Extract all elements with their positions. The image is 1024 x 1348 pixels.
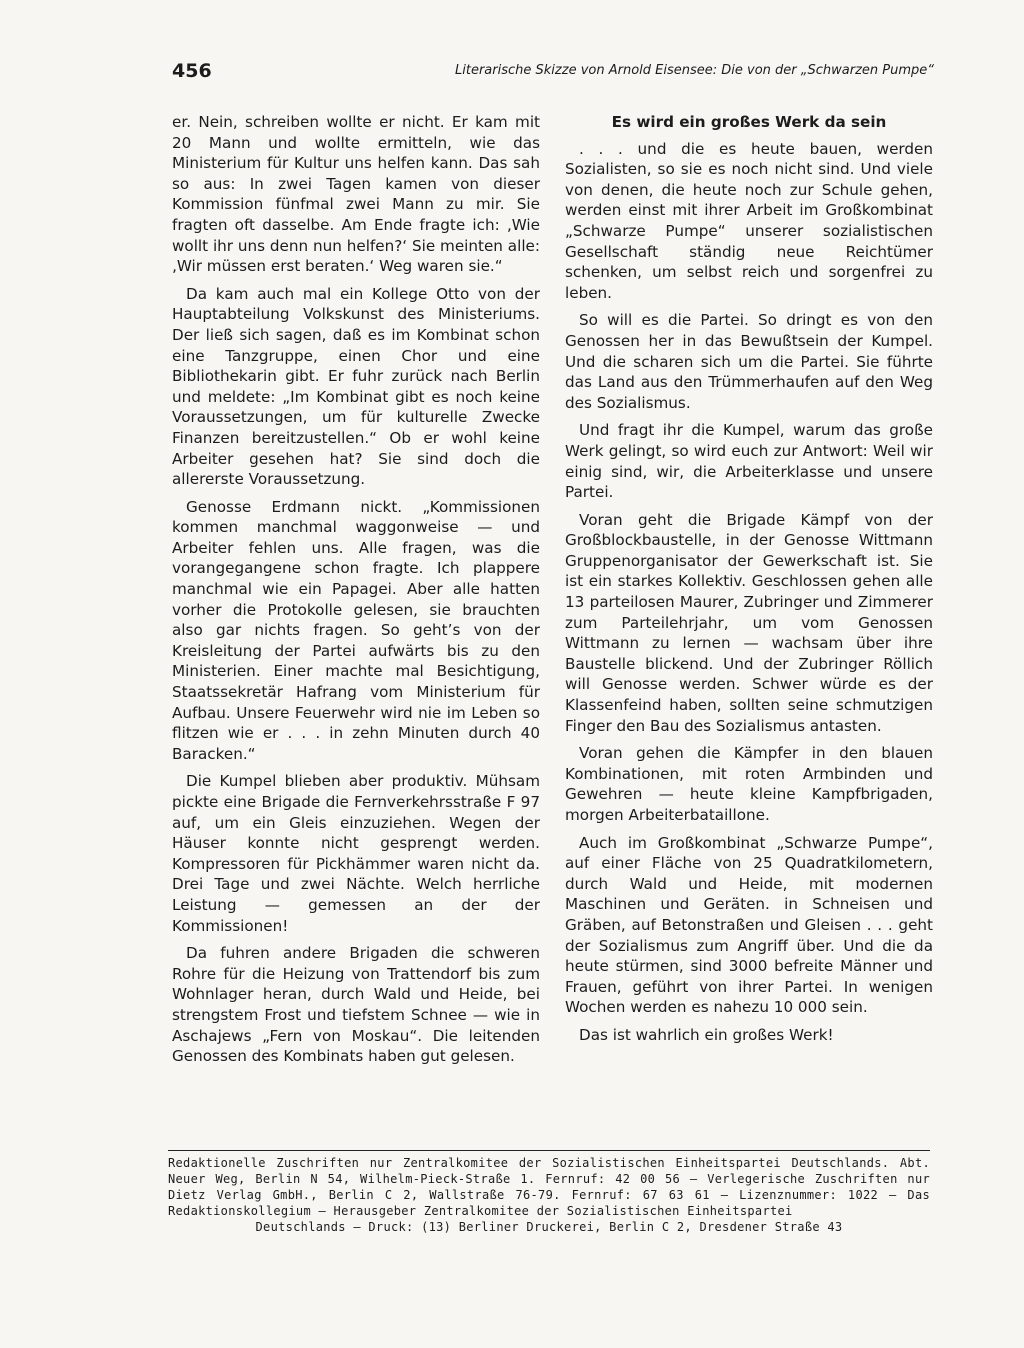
section-heading: Es wird ein großes Werk da sein bbox=[611, 113, 887, 131]
imprint-text-last: Deutschlands — Druck: (13) Berliner Druckerei, Berlin C 2, Dresdener Straße 43 bbox=[255, 1220, 843, 1234]
paragraph: Genosse Erdmann nickt. „Kommissionen kommen manchmal waggonweise — und Arbeiter fehlen uns. Alle fragen, was die vorangegangene schon fragte. Ich plappere manchmal wie ein Papagei. Aber alle hatten vorher die Protokolle gelesen, sie brauchten also gar nichts fragen. So geht’s von der Kreisleitung der Partei aufwärts bis zu den Ministerien. Einer machte mal Besichtigung, Staatssekretär Hafrang vom Ministerium für Aufbau. Unsere Feuerwehr wird nie im Leben so flitzen wie er . . . in zehn Minuten durch 40 Baracken.“ bbox=[172, 497, 540, 763]
paragraph: Da kam auch mal ein Kollege Otto von der Hauptabteilung Volkskunst des Ministeriums. Der ließ sich sagen, daß es im Kombinat schon eine Tanzgruppe, einen Chor und eine Bibliothekarin gibt. Er fuhr zurück nach Berlin und meldete: „Im Kombinat gibt es noch keine Voraussetzungen, um für kulturelle Zwecke Finanzen bereitzustellen.“ Ob er wohl keine Arbeiter gesehen hat? Sie sind doch die allererste Voraussetzung. bbox=[172, 284, 540, 489]
page-header bbox=[172, 60, 934, 86]
paragraph: Voran geht die Brigade Kämpf von der Großblockbaustelle, in der Genosse Wittmann Gruppenorganisator der Gewerkschaft ist. Sie ist ein starkes Kollektiv. Geschlossen gehen alle 13 parteilosen Maurer, Zubringer und Zimmerer zum Parteilehrjahr, um vom Genossen Wittmann zu lernen — wachsam über ihre Baustelle blickend. Und der Zubringer Röllich will Genosse werden. Schwer würde es der Klassenfeind haben, sollten seine schmutzigen Finger den Bau des Sozialismus antasten. bbox=[565, 510, 933, 735]
paragraph: Und fragt ihr die Kumpel, warum das große Werk gelingt, so wird euch zur Antwort: Weil wir einig sind, wir, die Arbeiterklasse und unsere Partei. bbox=[565, 421, 933, 502]
paragraph: Die Kumpel blieben aber produktiv. Mühsam pickte eine Brigade die Fernverkehrsstraße F 97 auf, um ein Gleis einzuziehen. Wegen der Häuser konnte nicht gesprengt werden. Kompressoren für Pickhämmer waren nicht da. Drei Tage und zwei Nächte. Welch herrliche Leistung — gemessen an der der Kommissionen! bbox=[172, 772, 540, 935]
paragraph: Auch im Großkombinat „Schwarze Pumpe“, auf einer Fläche von 25 Quadratkilometern, durch Wald und Heide, mit modernen Maschinen und Geräten. in Schneisen und Gräben, auf Betonstraßen und Gleisen . . . geht der Sozialismus zum Angriff über. Und die da heute stürmen, sind 3000 befreite Männer und Frauen, geführt von ihrer Partei. In wenigen Wochen werden es nahezu 10 000 sein. bbox=[565, 833, 933, 1017]
paragraph: . . . und die es heute bauen, werden Sozialisten, so sie es noch nicht sind. Und viele von denen, die heute noch zur Schule gehen, werden einst mit ihrer Arbeit im Großkombinat „Schwarze Pumpe“ unserer sozialistischen Gesellschaft ständig neue Reichtümer schenken, um selbst reich und sorgenfrei zu leben. bbox=[565, 139, 933, 302]
paragraph: er. Nein, schreiben wollte er nicht. Er kam mit 20 Mann und wollte ermitteln, wie das Ministerium für Kultur uns helfen kann. Das sah so aus: In zwei Tagen kamen von dieser Kommission fünfmal zwei Mann zu mir. Sie fragten oft dasselbe. Am Ende fragte ich: ‚Wie wollt ihr uns denn nun helfen?‘ Sie meinten alle: ‚Wir müssen erst beraten.‘ Weg waren sie.“ bbox=[172, 113, 540, 276]
footer-rule bbox=[168, 1150, 930, 1151]
paragraph: Da fuhren andere Brigaden die schweren Rohre für die Heizung von Trattendorf bis zum Wohnlager heran, durch Wald und Heide, bei strengstem Frost und tiefstem Schnee — wie in Aschajews „Fern von Moskau“. Die leitenden Genossen des Kombinats haben gut gelesen. bbox=[172, 944, 540, 1066]
right-column bbox=[565, 112, 933, 1053]
left-column bbox=[172, 112, 540, 1074]
imprint-text: Redaktionelle Zuschriften nur Zentralkomitee der Sozialistischen Einheitspartei Deutschlands. Abt. Neuer Weg, Berlin N 54, Wilhelm-Pieck-Straße 1. Fernruf: 42 00 56 — Verlegerische Zuschriften nur Dietz Verlag GmbH., Berlin C 2, Wallstraße 76-79. Fernruf: 67 63 61 — Lizenznummer: 1022 — Das Redaktionskollegium — Herausgeber Zentralkomitee der Sozialistischen Einheitspartei bbox=[168, 1156, 930, 1218]
page-number: 456 bbox=[172, 60, 212, 82]
running-title: Literarische Skizze von Arnold Eisensee: Die von der „Schwarzen Pumpe“ bbox=[455, 63, 934, 78]
paragraph: So will es die Partei. So dringt es von den Genossen her in das Bewußtsein der Kumpel. Und die scharen sich um die Partei. Sie führte das Land aus den Trümmerhaufen auf den Weg des Sozialismus. bbox=[565, 311, 933, 412]
imprint-footer bbox=[168, 1155, 930, 1235]
paragraph: Das ist wahrlich ein großes Werk! bbox=[579, 1025, 834, 1044]
paragraph: Voran gehen die Kämpfer in den blauen Kombinationen, mit roten Armbinden und Gewehren — heute kleine Kampfbrigaden, morgen Arbeiterbataillone. bbox=[565, 744, 933, 824]
